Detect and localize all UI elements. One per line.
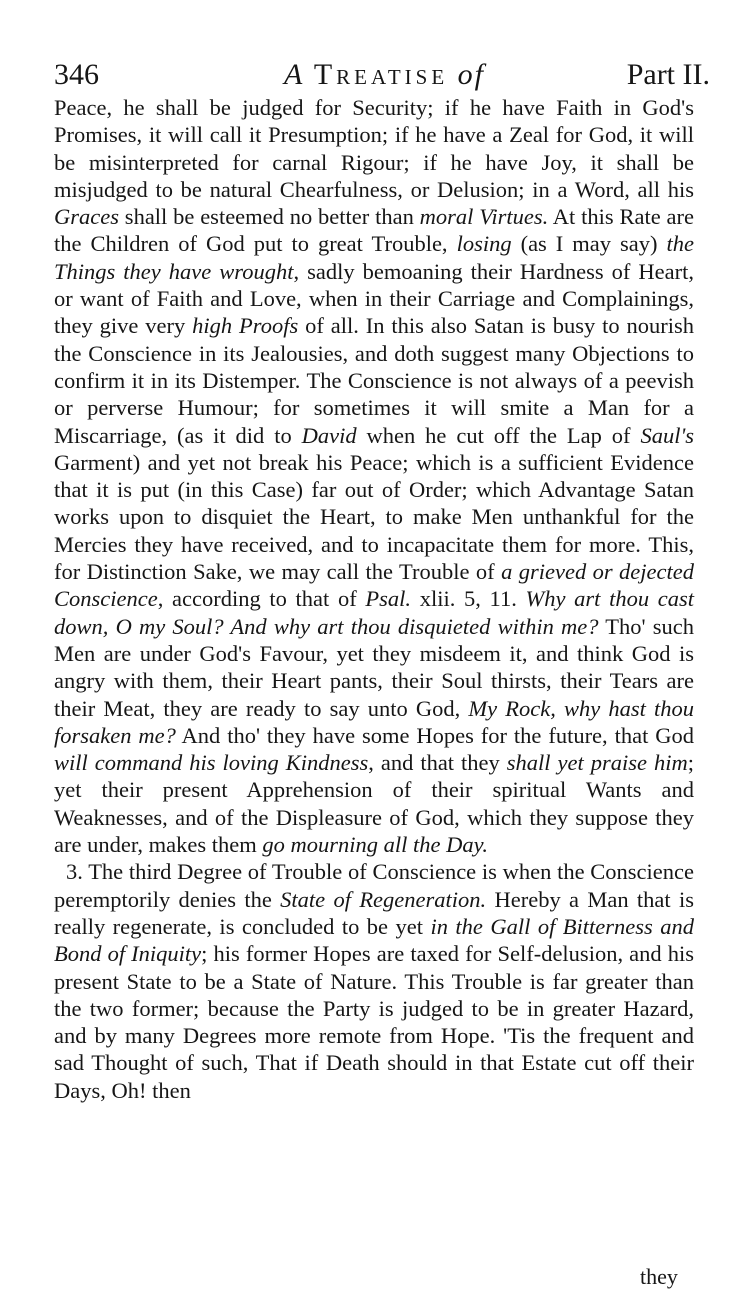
text-run: 3. The third Degree of Trouble of Conscience is when the Conscience peremptorily denies the [54, 859, 694, 912]
italic-run: Psal. [365, 586, 412, 612]
text-run: At this Rate are the Children of God put to great Trouble, [54, 204, 694, 257]
text-run: in this Case [185, 477, 296, 503]
text-run: Tho' such Men are under God's Favour, yet they misdeem it, and think God is angry with them, their Heart pants, their Soul thirsts, their Tears are their Meat, they are ready to say unto God, [54, 613, 694, 721]
text-run: Garment) and yet not break his Peace; which is a sufficient Evidence that it is put ( [54, 449, 694, 503]
text-run: ; his former Hopes are taxed for Self-delusion, and his present State to be a State of Nature. This Trouble is far greater than the two former; because the Party is judged to be in greater Hazard, and by many Degrees more remote from Hope. 'Tis the frequent and sad Thought of such, That if Death should in that Estate cut off their Days, Oh! then [54, 941, 694, 1103]
italic-run: losing [456, 231, 512, 257]
italic-run: will command his loving Kindness [54, 750, 369, 776]
text-run: , according to that of [157, 586, 366, 612]
part-label: Part II. [626, 58, 710, 91]
italic-run: go mourning all the Day. [262, 832, 489, 858]
catchword: they [640, 1264, 678, 1289]
text-run: And tho' they have some Hopes for the future, that God [175, 722, 694, 748]
italic-run: State of Regeneration. [280, 886, 487, 912]
text-run: , sadly bemoaning their Hardness of Heart, or want of Faith and Love, when in their Carriage and Complainings, they give very [54, 258, 694, 339]
italic-run: high Proofs [192, 313, 299, 339]
italic-run: in the Gall of Bitterness and Bond of Iniquity [54, 913, 694, 967]
running-title-word: Treatise [313, 58, 449, 91]
italic-run: Saul's [640, 422, 695, 448]
body-text [54, 94, 694, 1104]
running-title-of: of [457, 58, 485, 91]
text-run: ) far out of Order; which Advantage Satan works upon to disquiet the Heart, to make Men unthankful for the Mercies they have received, and to incapacitate them for more. This, for Distinction Sake, we may call the Trouble of [54, 477, 694, 585]
italic-run: Graces [54, 204, 119, 230]
italic-run: Why art thou cast down, O my Soul? And why art thou disquieted within me? [54, 586, 695, 639]
running-title [284, 55, 485, 95]
paragraph-1 [54, 94, 694, 858]
text-run: Peace, he shall be judged for Security; if he have Faith in God's Promises, it will call it Presumption; if he have a Zeal for God, it will be misinterpreted for carnal Rigour; if he have Joy, it shall be misjudged to be natural Chearfulness, or Delusion; in a Word, all his [54, 95, 694, 202]
italic-run: shall yet praise him [506, 750, 688, 776]
italic-run: David [301, 422, 357, 448]
italic-run: My Rock, why hast thou forsaken me? [54, 695, 694, 748]
text-run: xlii. 5, 11. [411, 586, 526, 612]
italic-run: moral Virtues. [419, 204, 549, 230]
text-run: shall be esteemed no better than [118, 204, 420, 230]
paragraph-2 [54, 858, 694, 1104]
italic-run: a grieved or dejected Conscience [54, 559, 694, 612]
text-run: Hereby a Man that is really regenerate, is concluded to be yet [54, 886, 694, 939]
text-run: of all. In this also Satan is busy to nourish the Conscience in its Jealousies, and doth suggest many Objections to confirm it in its Distemper. The Conscience is not always of a peevish or perverse Humour; for sometimes it will smite a Man for a Miscarriage, (as it did to [54, 313, 694, 448]
text-run: ; yet their present Apprehension of their spiritual Wants and Weaknesses, and of the Displeasure of God, which they suppose they are under, makes them [54, 750, 695, 858]
text-run: , and that they [368, 750, 507, 776]
italic-run: the Things they have wrought [54, 231, 695, 284]
page-number: 346 [54, 58, 99, 91]
text-run: (as I may say) [511, 231, 667, 257]
text-run: when he cut off the Lap of [356, 422, 641, 448]
running-title-a: A [284, 58, 305, 91]
